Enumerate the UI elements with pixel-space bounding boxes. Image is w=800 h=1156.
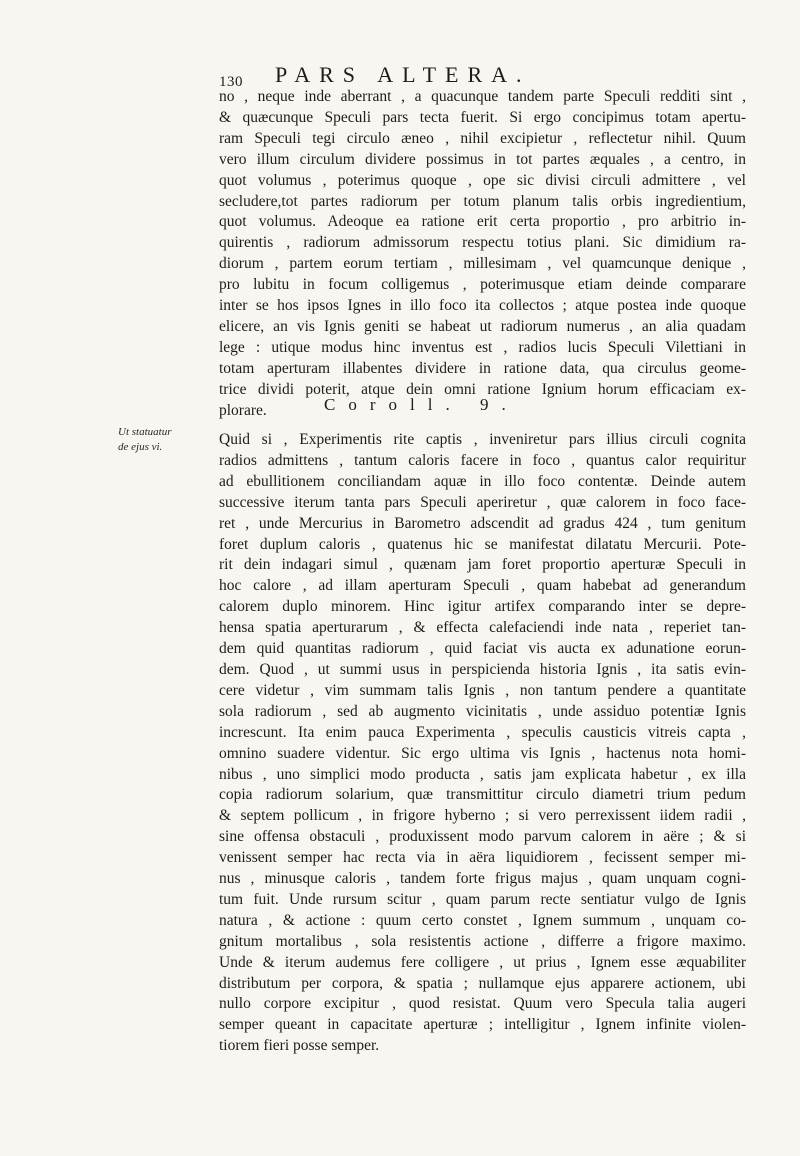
margin-note-line: de ejus vi. [118, 441, 163, 453]
text-line: quot volumus , poterimus quoque , ope sic divisi circuli admittere , vel [219, 171, 746, 189]
text-line: natura , & actione : quum certo constet , Ignem summum , unquam co- [219, 911, 746, 929]
text-line: Unde & iterum audemus fere colligere , ut prius , Ignem esse æquabiliter [219, 953, 746, 971]
text-line: & quæcunque Speculi pars tecta fuerit. Si ergo concipimus totam apertu- [219, 108, 746, 126]
text-line: radios admittens , tantum caloris facere in foco , quantus calor requiritur [219, 451, 746, 469]
text-line: sola radiorum , sed ab augmento vicinitatis , unde assiduo potentiæ Ignis [219, 702, 746, 720]
text-line: no , neque inde aberrant , a quacunque tandem parte Speculi redditi sint , [219, 88, 746, 105]
text-line: & septem pollicum , in frigore hyberno ; si vero perrexissent iidem radii , [219, 807, 746, 825]
text-line: ret , unde Mercurius in Barometro adscendit ad gradus 424 , tum genitum [219, 514, 746, 532]
text-line: nullo corpore excipitur , quod resistat. Quum vero Specula talia augeri [219, 995, 746, 1013]
paragraph-2 [219, 430, 746, 1057]
corollary-heading: Coroll. 9. [324, 395, 519, 414]
text-line: increscunt. Ita enim pauca Experimenta , speculis causticis vitreis capta , [219, 723, 746, 741]
text-line: dem. Quod , ut summi usus in perspicienda historia Ignis , ita satis evin- [219, 660, 746, 678]
text-line: quot volumus. Adeoque ea ratione erit certa proportio , pro arbitrio in- [219, 213, 746, 231]
text-line: vero illum circulum dividere possimus in tot partes æquales , a centro, in [219, 150, 746, 168]
text-line: quirentis , radiorum admissorum respectu totius plani. Sic dimidium ra- [219, 234, 746, 252]
page-number: 130 [219, 74, 243, 90]
text-line: venissent semper hac recta via in aëra liquidiorem , fecissent semper mi- [219, 849, 746, 867]
text-line: trice dividi poterit, atque dein omni ratione Ignium horum efficaciam ex- [219, 380, 746, 398]
text-line: foret duplum caloris , quatenus hic se manifestat dilatatu Mercurii. Pote- [219, 535, 746, 553]
text-line: cere videtur , vim summam talis Ignis , non tantum pendere a quantitate [219, 681, 746, 699]
text-line: ad ebullitionem conciliandam aquæ in illo foco contentæ. Deinde autem [219, 472, 746, 490]
text-line: diorum , partem eorum tertiam , millesimam , vel quamcunque denique , [219, 255, 746, 273]
running-head: PARS ALTERA. [275, 62, 531, 87]
text-line: Quid si , Experimentis rite captis , inveniretur pars illius circuli cognita [219, 431, 746, 448]
text-line: tum fuit. Unde rursum scitur , quam parum recte sentiatur vulgo de Ignis [219, 890, 746, 908]
text-line: rit dein indagari simul , quænam jam foret proportio aperturæ Speculi in [219, 556, 746, 574]
text-line: calorem duplo minorem. Hinc igitur artifex comparando inter se depre- [219, 598, 746, 616]
text-line: hoc calore , ad illam aperturam Speculi , quam habebat ad generandum [219, 577, 746, 595]
text-line: distributum per corpora, & spatia ; nullamque ejus apparere actionem, ubi [219, 974, 746, 992]
text-line: omnino suadere videntur. Sic ergo ultima vis Ignis , hactenus nota homi- [219, 744, 746, 762]
text-line: gnitum mortalibus , sola resistentis actione , differre a frigore maximo. [219, 932, 746, 950]
text-line: copia radiorum solarium, quæ transmittitur circulo diametri trium pedum [219, 786, 746, 804]
text-line: totam aperturam illabentes dividere in ratione data, qua circulus geome- [219, 359, 746, 377]
text-line: inter se hos ipsos Ignes in illo foco ita collectos ; atque postea inde quoque [219, 297, 746, 315]
margin-note [118, 425, 171, 455]
text-line: nus , minusque caloris , tandem forte frigus majus , quam unquam cogni- [219, 870, 746, 888]
text-line: ram Speculi tegi circulo æneo , nihil excipietur , reflectetur nihil. Quum [219, 129, 746, 147]
text-line: pro lubitu in focum colligemus , poterimusque etiam deinde comparare [219, 276, 746, 294]
margin-note-line: Ut statuatur [118, 426, 172, 438]
text-line: dem quid quantitas radiorum , quid faciat vis aucta ex adunatione eorun- [219, 640, 746, 658]
text-line: hensa spatia aperturarum , & effecta calefaciendi inde nata , reperiet tan- [219, 619, 746, 637]
text-line: semper queant in capacitate aperturæ ; intelligitur , Ignem infinite violen- [219, 1016, 746, 1034]
paragraph-1 [219, 87, 746, 422]
text-line: elicere, an vis Ignis geniti se habeat ut radiorum numerus , an alia quadam [219, 317, 746, 335]
text-line: nibus , uno simplici modo producta , satis jam explicata habetur , ex illa [219, 765, 746, 783]
text-line: lege : utique modus hinc inventus est , radios lucis Speculi Vilettiani in [219, 338, 746, 356]
text-line: tiorem fieri posse semper. [219, 1037, 380, 1055]
text-line: successive iterum tanta pars Speculi aperiretur , quæ calorem in foco face- [219, 493, 746, 511]
text-line: sine offensa obstaculi , produxissent modo parvum calorem in aëre ; & si [219, 828, 746, 846]
text-line: plorare. [219, 401, 267, 419]
text-line: secludere,tot partes radiorum per totum planum talis orbis ingredientium, [219, 192, 746, 210]
